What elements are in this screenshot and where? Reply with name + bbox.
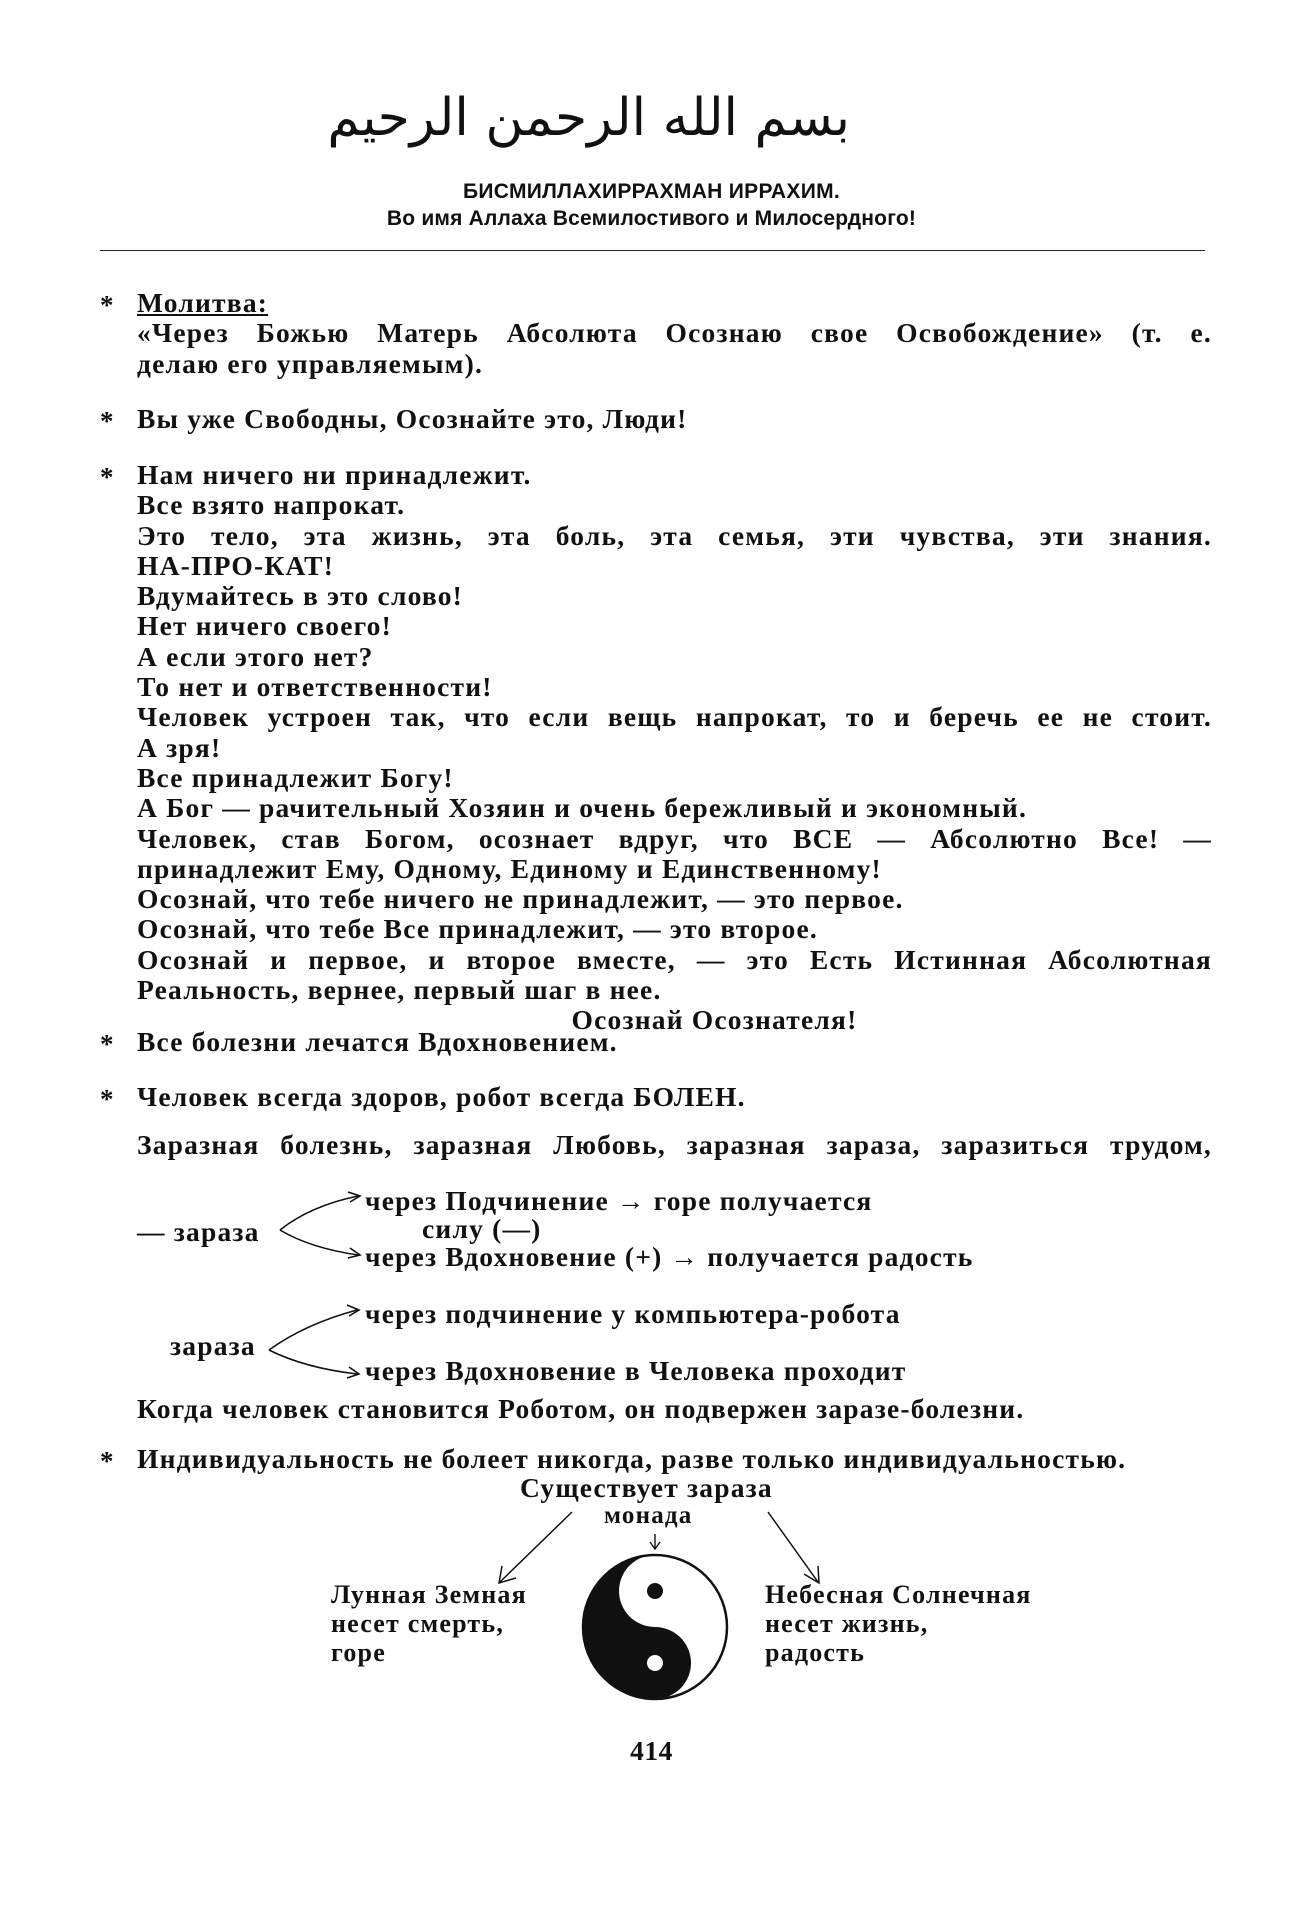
healthy-text: Человек всегда здоров, робот всегда БОЛЕН.: [137, 1081, 746, 1112]
healthy-block: [137, 1082, 1212, 1112]
diseases-block: [137, 1027, 1212, 1057]
page-number: 414: [630, 1735, 673, 1766]
prayer-line: «Через Божью Матерь Абсолюта Осознаю свое Освобождение» (т. е.: [137, 317, 1212, 349]
healthy-bullet: *: [100, 1084, 114, 1114]
belongs-line: Это тело, эта жизнь, эта боль, эта семья, эти чувства, эти знания.: [137, 519, 1212, 551]
yinyang-left-line: Лунная Земная: [331, 1580, 527, 1609]
yinyang-right-line: несет жизнь,: [765, 1609, 929, 1638]
belongs-line: А если этого нет?: [137, 640, 374, 672]
header-divider: [100, 250, 1205, 251]
diagram1-arrows: [270, 1188, 370, 1262]
belongs-line: Осознай, что тебе ничего не принадлежит, — это первое.: [137, 883, 904, 915]
header-transliteration: БИСМИЛЛАХИРРАХМАН ИРРАХИМ.: [462, 180, 841, 203]
prayer-block: [137, 288, 1212, 379]
diagram2-bottom-line: через Вдохновение в Человека проходит: [365, 1355, 907, 1386]
contagious-block: [137, 1130, 1212, 1160]
belongs-line: Все принадлежит Богу!: [137, 761, 454, 793]
arabic-calligraphy: بسم الله الرحمن الرحيم: [327, 88, 850, 148]
contagious-text: Заразная болезнь, заразная Любовь, заразная зараза, заразиться трудом,: [137, 1129, 1212, 1160]
robot-text: Когда человек становится Роботом, он подвержен заразе-болезни.: [137, 1393, 1025, 1424]
yinyang-right-line: радость: [765, 1638, 866, 1667]
yinyang-right-line: Небесная Солнечная: [765, 1580, 1032, 1609]
prayer-line: делаю его управляемым).: [137, 347, 484, 379]
free-block: [137, 404, 1212, 434]
belongs-line: Все взято напрокат.: [137, 489, 406, 521]
belongs-line: Человек устроен так, что если вещь напрокат, то и беречь ее не стоит.: [137, 701, 1212, 733]
yinyang-left-line: несет смерть,: [331, 1609, 505, 1638]
diagram1-top-line: через Подчинение → горе получается: [365, 1185, 873, 1216]
belongs-block: [137, 460, 1212, 1036]
diagram2-arrows: [265, 1302, 365, 1380]
robot-block: [137, 1394, 1212, 1424]
belongs-line: Нам ничего ни принадлежит.: [137, 459, 532, 490]
diagram1-bottom-line: через Вдохновение (+) → получается радость: [365, 1241, 974, 1272]
belongs-line: Осознай, что тебе Все принадлежит, — это второе.: [137, 913, 818, 945]
belongs-line: НА-ПРО-КАТ!: [137, 549, 335, 581]
belongs-line: А зря!: [137, 731, 222, 763]
yinyang-monad-label: монада: [604, 1502, 693, 1529]
prayer-bullet: *: [100, 290, 114, 320]
yinyang-top-label: Существует зараза: [520, 1472, 773, 1503]
belongs-line: принадлежит Ему, Одному, Единому и Единственному!: [137, 852, 882, 884]
yinyang-right-text: [765, 1580, 1032, 1667]
diagram1-middle-line: силу (—): [422, 1213, 542, 1244]
individuality-bullet: *: [100, 1446, 114, 1476]
yinyang-symbol: [580, 1552, 730, 1702]
belongs-line: Человек, став Богом, осознает вдруг, что ВСЕ — Абсолютно Все! —: [137, 822, 1212, 854]
diagram2-left: зараза: [170, 1330, 256, 1361]
belongs-line: Нет ничего своего!: [137, 610, 392, 642]
individuality-block: [137, 1444, 1212, 1474]
free-text: Вы уже Свободны, Осознайте это, Люди!: [137, 403, 688, 434]
prayer-title: Молитва:: [137, 287, 269, 318]
individuality-text: Индивидуальность не болеет никогда, разве только индивидуальностью.: [137, 1443, 1127, 1474]
yinyang-left-line: горе: [331, 1638, 386, 1667]
yinyang-left-text: [331, 1580, 527, 1667]
belongs-line: Реальность, вернее, первый шаг в нее.: [137, 974, 662, 1006]
belongs-centered: Осознай Осознателя!: [571, 1004, 858, 1036]
free-bullet: *: [100, 406, 114, 436]
header-translation: Во имя Аллаха Всемилостивого и Милосердного!: [386, 207, 917, 230]
diagram1-left: — зараза: [137, 1216, 260, 1247]
diagram2-top-line: через подчинение у компьютера-робота: [365, 1298, 901, 1329]
diseases-bullet: *: [100, 1029, 114, 1059]
belongs-bullet: *: [100, 462, 114, 492]
belongs-line: То нет и ответственности!: [137, 671, 493, 703]
belongs-line: Осознай и первое, и второе вместе, — это Есть Истинная Абсолютная: [137, 943, 1212, 975]
belongs-line: Вдумайтесь в это слово!: [137, 580, 464, 612]
diseases-text: Все болезни лечатся Вдохновением.: [137, 1026, 618, 1057]
belongs-line: А Бог — рачительный Хозяин и очень бережливый и экономный.: [137, 792, 1028, 824]
